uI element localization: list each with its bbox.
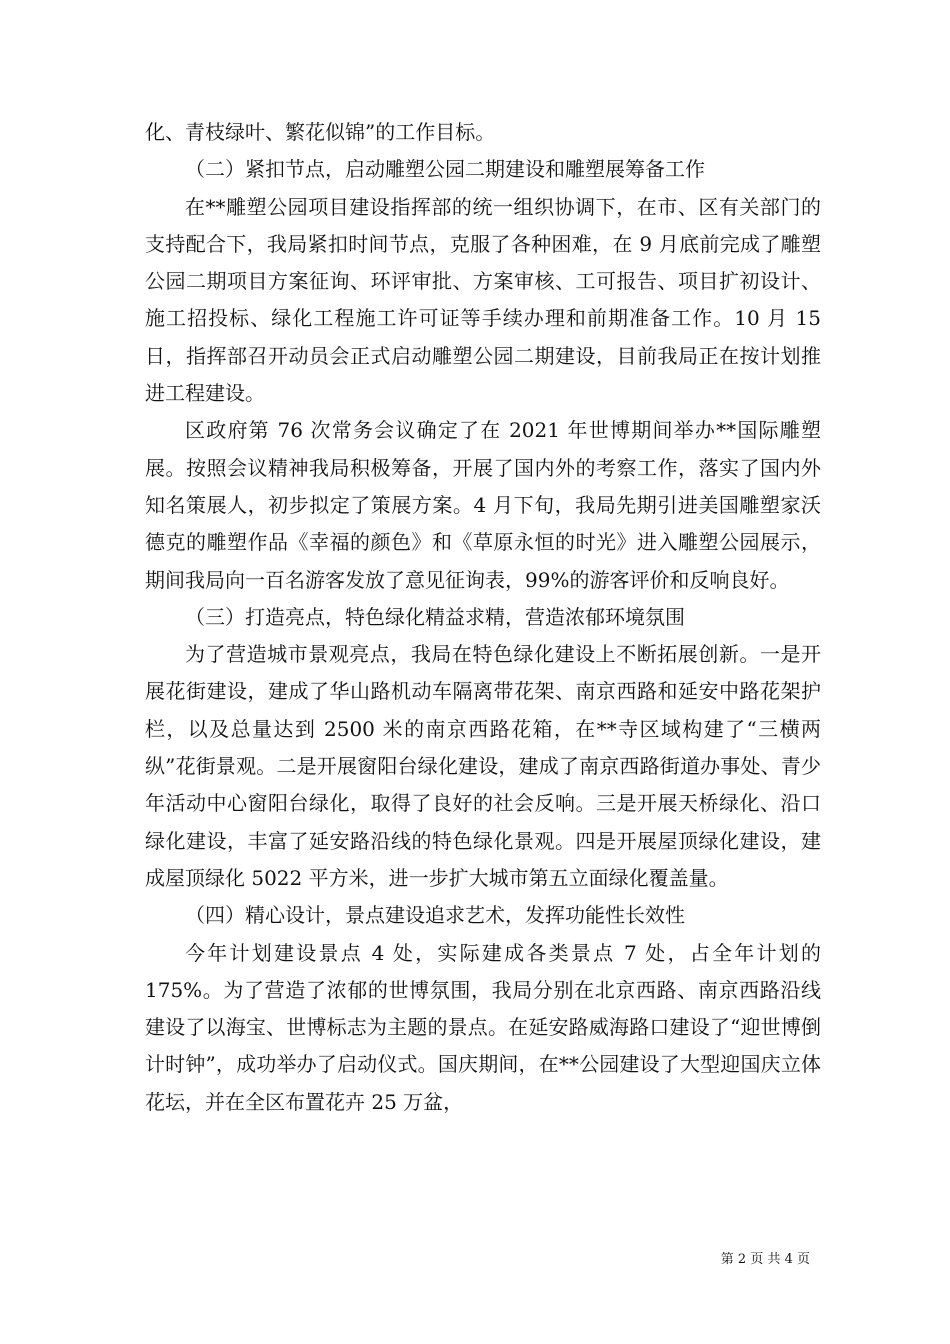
- paragraph: 今年计划建设景点 4 处，实际建成各类景点 7 处，占全年计划的 175%。为了营造了浓郁的世博氛围，我局分别在北京西路、南京西路沿线建设了以海宝、世博标志为主题的景点。在延安路威海路口建设了“迎世博倒计时钟”，成功举办了启动仪式。国庆期间，在**公园建设了大型迎国庆立体花坛，并在全区布置花卉 25 万盆，: [145, 940, 821, 1114]
- paragraph: 区政府第 76 次常务会议确定了在 2021 年世博期间举办**国际雕塑展。按照会议精神我局积极筹备，开展了国内外的考察工作，落实了国内外知名策展人，初步拟定了策展方案。4 月下旬，我局先期引进美国雕塑家沃德克的雕塑作品《幸福的颜色》和《草原永恒的时光》进入雕塑公园展示，期间我局向一百名游客发放了意见征询表，99%的游客评价和反响良好。: [145, 418, 821, 592]
- section-heading-4: （四）精心设计，景点建设追求艺术，发挥功能性长效性: [185, 903, 685, 928]
- paragraph: 为了营造城市景观亮点，我局在特色绿化建设上不断拓展创新。一是开展花街建设，建成了华山路机动车隔离带花架、南京西路和延安中路花架护栏，以及总量达到 2500 米的南京西路花箱，在**寺区域构建了“三横两纵”花街景观。二是开展窗阳台绿化建设，建成了南京西路街道办事处、青少年活动中心窗阳台绿化，取得了良好的社会反响。三是开展天桥绿化、沿口绿化建设，丰富了延安路沿线的特色绿化景观。四是开展屋顶绿化建设，建成屋顶绿化 5022 平方米，进一步扩大城市第五立面绿化覆盖量。: [145, 642, 821, 890]
- section-heading-3: （三）打造亮点，特色绿化精益求精，营造浓郁环境氛围: [185, 604, 685, 629]
- section-heading-2: （二）紧扣节点，启动雕塑公园二期建设和雕塑展筹备工作: [185, 157, 705, 182]
- page-number-footer: 第 2 页 共 4 页: [720, 1252, 810, 1267]
- document-body: [145, 114, 821, 1121]
- paragraph: 在**雕塑公园项目建设指挥部的统一组织协调下，在市、区有关部门的支持配合下，我局紧扣时间节点，克服了各种困难，在 9 月底前完成了雕塑公园二期项目方案征询、环评审批、方案审核、工可报告、项目扩初设计、施工招投标、绿化工程施工许可证等手续办理和前期准备工作。10 月 15 日，指挥部召开动员会正式启动雕塑公园二期建设，目前我局正在按计划推进工程建设。: [145, 194, 821, 406]
- paragraph-continuation: 化、青枝绿叶、繁花似锦”的工作目标。: [145, 120, 496, 144]
